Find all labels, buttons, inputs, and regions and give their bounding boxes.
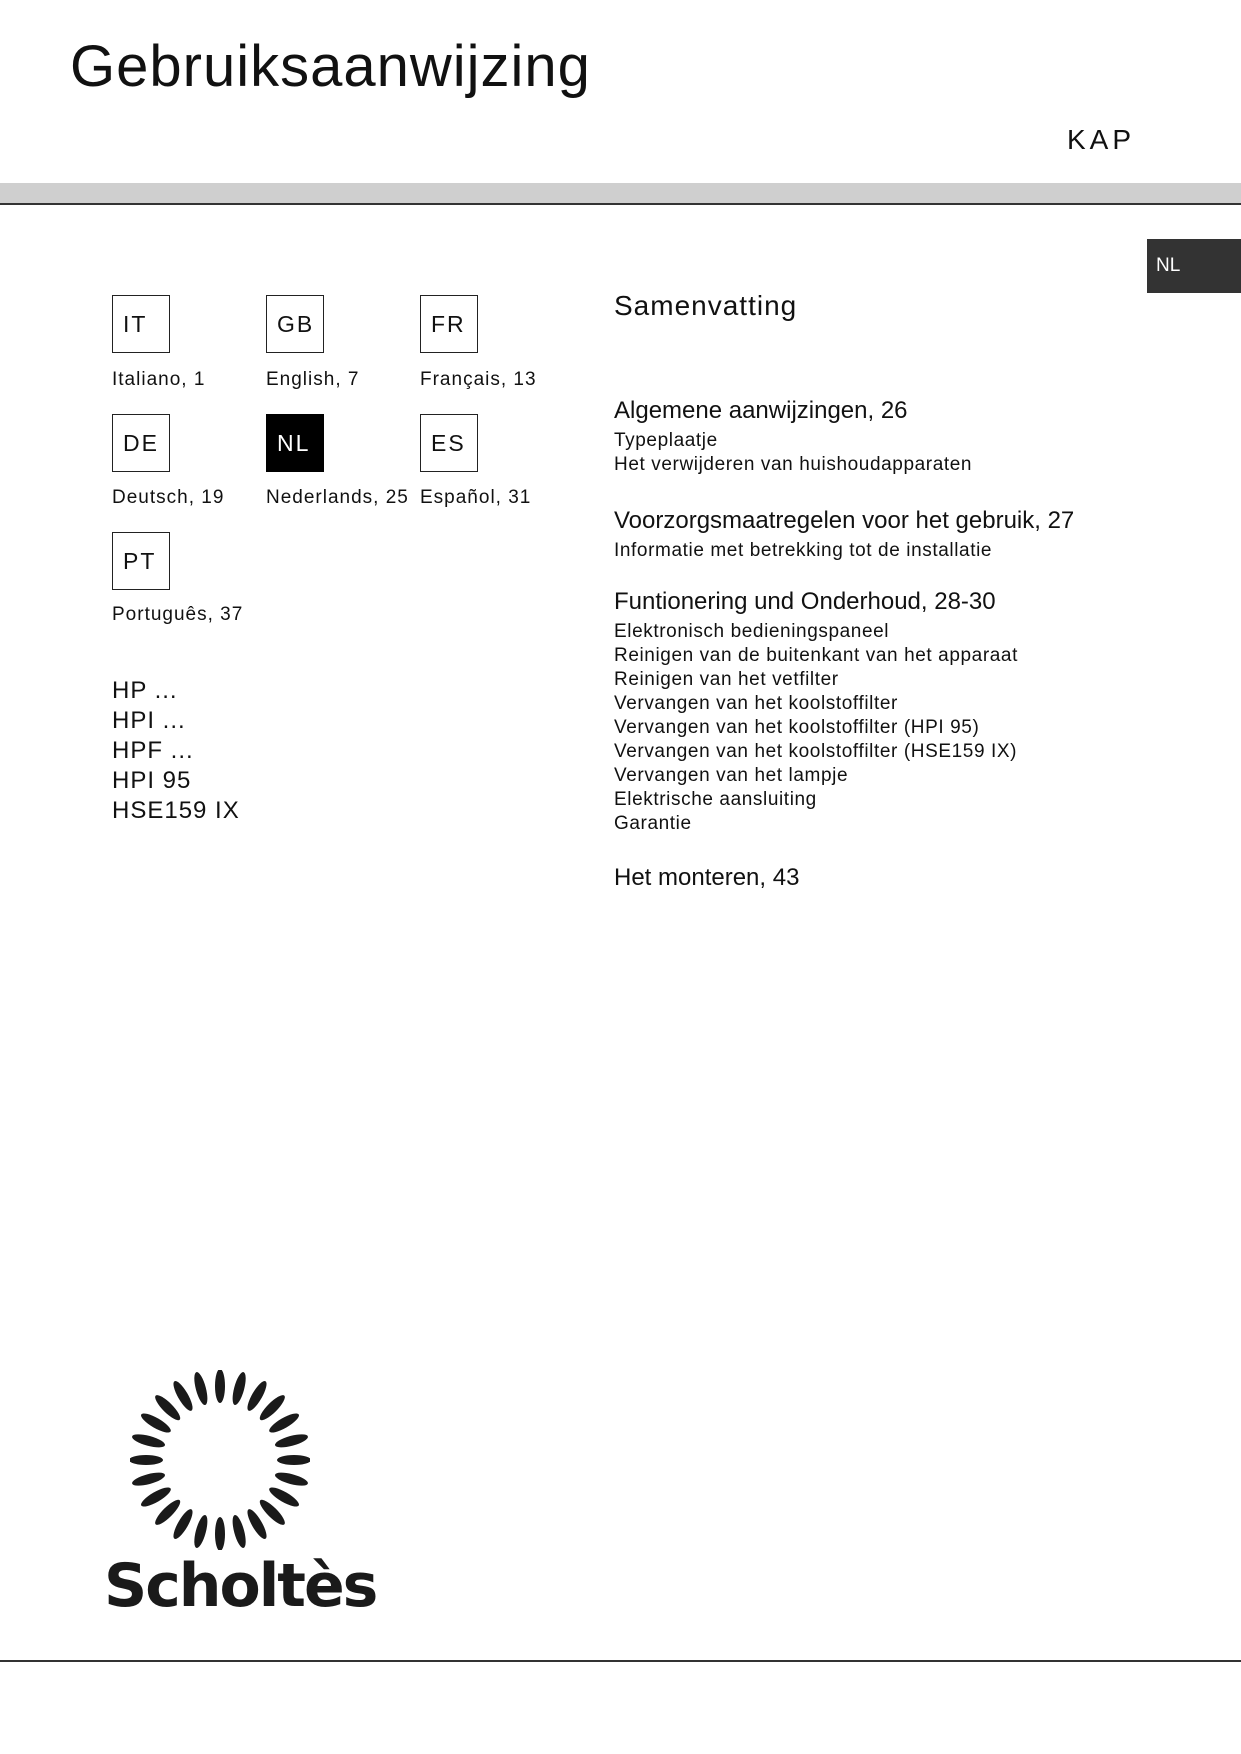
sun-ray: [131, 1470, 166, 1488]
section-item: Typeplaatje: [614, 430, 718, 451]
sun-logo-icon: [130, 1370, 310, 1550]
model-item: HP ...: [112, 677, 178, 704]
summary-title: Samenvatting: [614, 290, 798, 321]
lang-label-fr: Français, 13: [420, 369, 537, 390]
model-item: HPI 95: [112, 767, 192, 794]
section-item: Elektrische aansluiting: [614, 789, 817, 810]
lang-label-nl: Nederlands, 25: [266, 487, 409, 508]
lang-label-gb: English, 7: [266, 369, 360, 390]
sun-ray: [277, 1455, 310, 1465]
section-item: Elektronisch bedieningspaneel: [614, 621, 890, 642]
lang-box-pt: PT: [112, 532, 170, 590]
sun-ray: [230, 1514, 248, 1549]
section-heading: Het monteren, 43: [614, 864, 800, 891]
lang-box-de: DE: [112, 414, 170, 472]
sun-ray: [274, 1432, 309, 1450]
lang-box-es: ES: [420, 414, 478, 472]
section-item: Vervangen van het koolstoffilter (HSE159 IX): [614, 741, 1018, 762]
model-item: HPI ...: [112, 707, 186, 734]
sun-ray: [215, 1370, 225, 1403]
toc-section-mounting: [614, 866, 799, 890]
lang-label-pt: Português, 37: [112, 604, 244, 625]
sun-ray: [130, 1455, 163, 1465]
bottom-rule: [0, 1660, 1241, 1662]
section-item: Vervangen van het lampje: [614, 765, 849, 786]
page-title: Gebruiksaanwijzing: [70, 34, 591, 99]
lang-box-it: IT: [112, 295, 170, 353]
model-list: [112, 676, 240, 826]
toc-section-precautions: [614, 509, 1074, 563]
sun-ray: [192, 1514, 210, 1549]
section-heading: Algemene aanwijzingen, 26: [614, 397, 908, 424]
lang-box-nl: NL: [266, 414, 324, 472]
toc-section-general: [614, 399, 972, 477]
section-heading: Voorzorgsmaatregelen voor het gebruik, 27: [614, 507, 1075, 534]
lang-label-it: Italiano, 1: [112, 369, 206, 390]
section-item: Vervangen van het koolstoffilter (HPI 95): [614, 717, 980, 738]
sun-ray: [131, 1432, 166, 1450]
section-item: Reinigen van het vetfilter: [614, 669, 839, 690]
section-item: Reinigen van de buitenkant van het apparaat: [614, 645, 1018, 666]
lang-label-es: Español, 31: [420, 487, 532, 508]
product-type: KAP: [1067, 124, 1136, 155]
sun-ray: [215, 1517, 225, 1550]
section-item: Het verwijderen van huishoudapparaten: [614, 454, 973, 475]
section-item: Vervangen van het koolstoffilter: [614, 693, 898, 714]
model-item: HSE159 IX: [112, 797, 240, 824]
header-band: [0, 183, 1241, 205]
sun-ray: [274, 1470, 309, 1488]
language-tab-nl: NL: [1147, 239, 1241, 293]
toc-section-operation: [614, 590, 1018, 836]
sun-ray: [192, 1371, 210, 1406]
lang-box-gb: GB: [266, 295, 324, 353]
section-item: Informatie met betrekking tot de installatie: [614, 540, 993, 561]
section-item: Garantie: [614, 813, 692, 834]
brand-logo-text: Scholtès: [104, 1551, 377, 1621]
lang-label-de: Deutsch, 19: [112, 487, 225, 508]
sun-ray: [230, 1371, 248, 1406]
model-item: HPF ...: [112, 737, 194, 764]
section-heading: Funtionering und Onderhoud, 28-30: [614, 588, 996, 615]
lang-box-fr: FR: [420, 295, 478, 353]
